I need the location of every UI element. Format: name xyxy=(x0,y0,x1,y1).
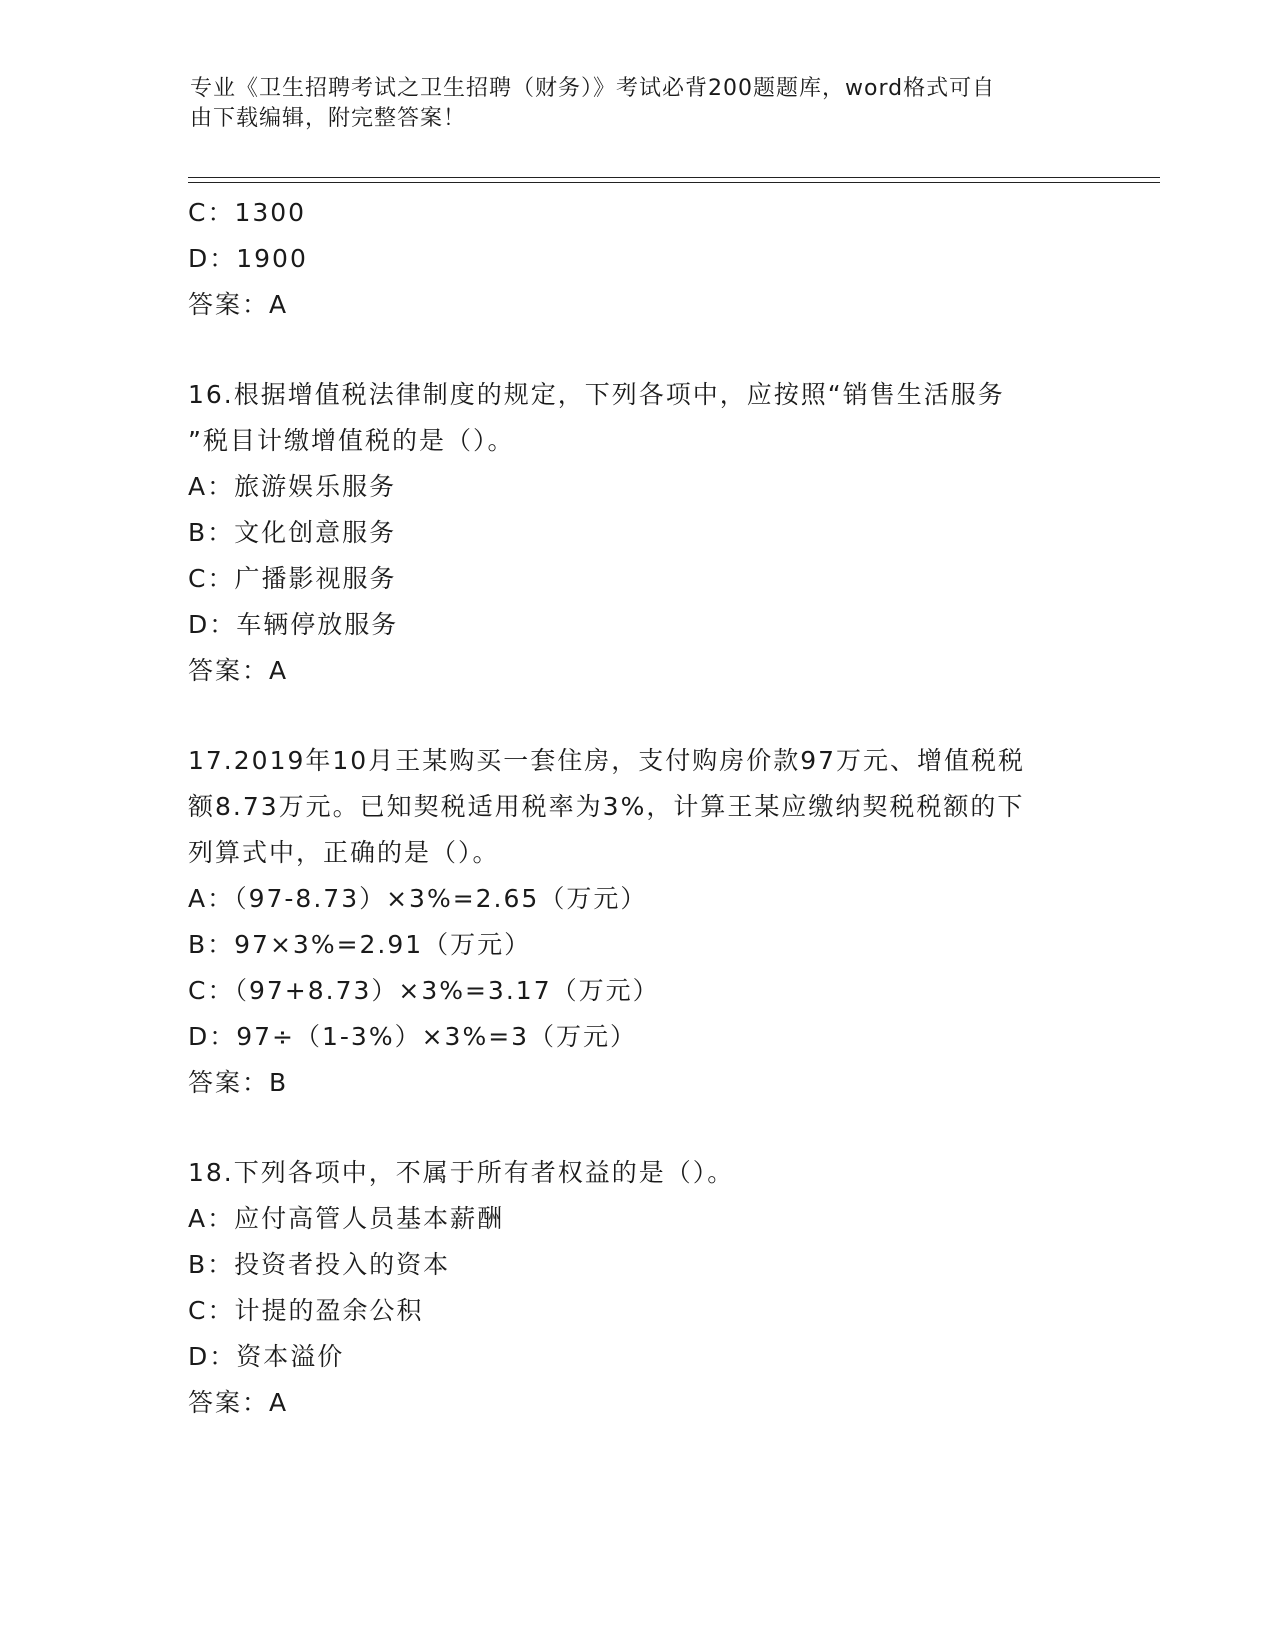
header-divider-top xyxy=(188,177,1160,178)
question-list xyxy=(188,190,1088,1426)
question-text-line: 18.下列各项中，不属于所有者权益的是（）。 xyxy=(188,1158,735,1187)
option-d: D：1900 xyxy=(188,244,308,273)
answer: 答案：A xyxy=(188,1388,289,1417)
header-line-2: 由下载编辑，附完整答案！ xyxy=(190,106,467,131)
option-b: B：97×3%=2.91（万元） xyxy=(188,930,532,959)
option-a: A：（97-8.73）×3%=2.65（万元） xyxy=(188,884,648,913)
option-c: C：计提的盈余公积 xyxy=(188,1296,424,1325)
option-d: D：车辆停放服务 xyxy=(188,610,399,639)
option-d: D：97÷（1-3%）×3%=3（万元） xyxy=(188,1022,638,1051)
header-divider-bottom xyxy=(188,182,1160,183)
option-c: C：（97+8.73）×3%=3.17（万元） xyxy=(188,976,660,1005)
question-text-line: 16.根据增值税法律制度的规定，下列各项中，应按照“销售生活服务 xyxy=(188,380,1005,409)
option-a: A：旅游娱乐服务 xyxy=(188,472,397,501)
question-15-tail xyxy=(188,190,1088,328)
question-text-line: 17.2019年10月王某购买一套住房，支付购房价款97万元、增值税税 xyxy=(188,746,1026,775)
option-b: B：文化创意服务 xyxy=(188,518,397,547)
option-b: B：投资者投入的资本 xyxy=(188,1250,451,1279)
question-17 xyxy=(188,738,1088,1106)
header-line-1: 专业《卫生招聘考试之卫生招聘（财务）》考试必背200题题库，word格式可自 xyxy=(190,76,996,101)
question-18 xyxy=(188,1150,1088,1426)
option-c: C：广播影视服务 xyxy=(188,564,397,593)
answer: 答案：B xyxy=(188,1068,289,1097)
question-text-line: ”税目计缴增值税的是（）。 xyxy=(188,426,515,455)
option-d: D：资本溢价 xyxy=(188,1342,345,1371)
question-text-line: 额8.73万元。已知契税适用税率为3%，计算王某应缴纳契税税额的下 xyxy=(188,792,1025,821)
question-16 xyxy=(188,372,1088,694)
question-text-line: 列算式中，正确的是（）。 xyxy=(188,838,500,867)
document-header xyxy=(190,74,1070,134)
option-a: A：应付高管人员基本薪酬 xyxy=(188,1204,505,1233)
answer: 答案：A xyxy=(188,290,289,319)
option-c: C：1300 xyxy=(188,198,307,227)
answer: 答案：A xyxy=(188,656,289,685)
